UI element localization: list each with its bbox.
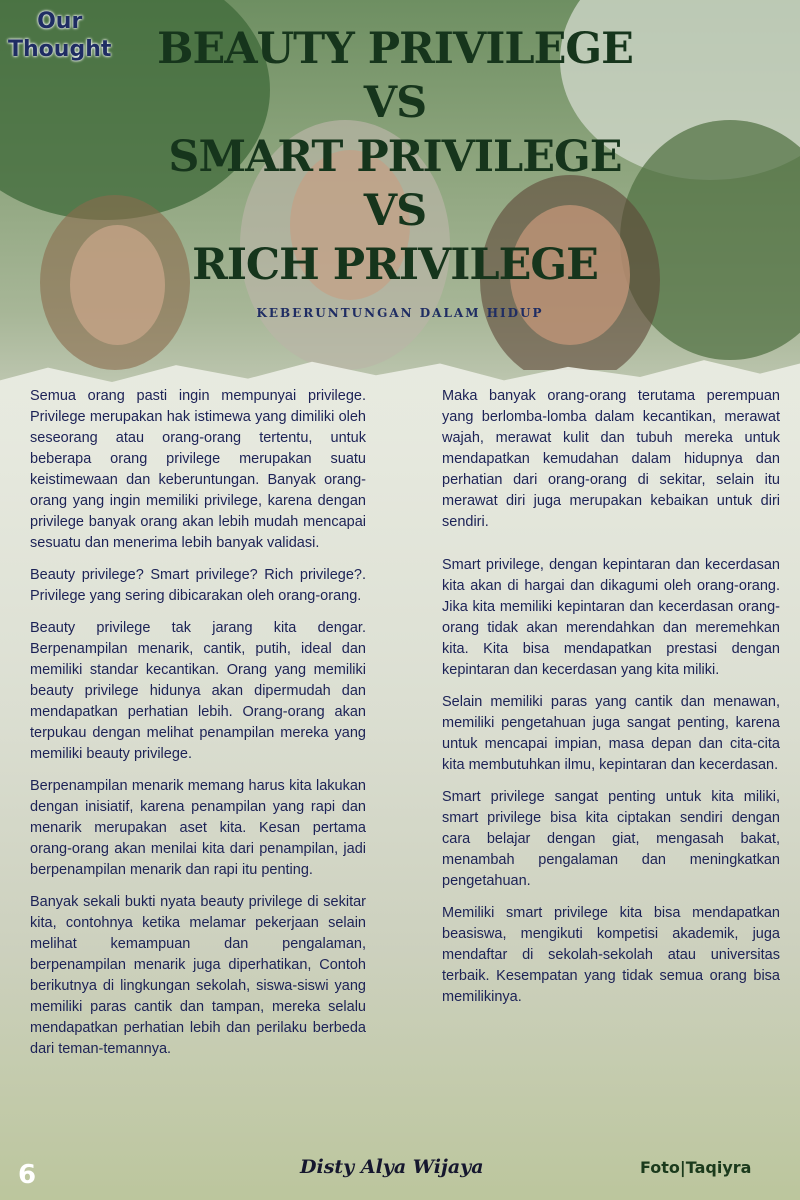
article-subtitle: KEBERUNTUNGAN DALAM HIDUP [256, 306, 544, 320]
article-title [150, 22, 640, 292]
column-tag [8, 8, 111, 64]
paragraph: Banyak sekali bukti nyata beauty privilege di sekitar kita, contohnya ketika melamar pekerjaan selain melihat kemampuan dan pengalaman, berpenampilan menarik juga diperhatikan, Contoh berikutnya di lingkungan sekolah, siswa-siswi yang memiliki paras cantik dan tampan, mereka selalu mendapatkan perhatian lebih dan perilaku berbeda dari teman-temannya. [30, 894, 366, 1057]
photo-credit: Foto|Taqiyra [640, 1158, 752, 1177]
paragraph: Beauty privilege? Smart privilege? Rich privilege?. Privilege yang sering dibicarakan oleh orang-orang. [30, 567, 366, 604]
paragraph: Smart privilege, dengan kepintaran dan kecerdasan kita akan di hargai dan dikagumi oleh orang-orang. Jika kita memiliki kepintaran dan kecerdasan orang-orang tidak akan merendahkan dan meremehkan kita. Kita bisa mendapatkan prestasi dengan kepintaran dan kecerdasan yang kita miliki. [442, 557, 780, 678]
paragraph: Beauty privilege tak jarang kita dengar. Berpenampilan menarik, cantik, putih, ideal dan memiliki standar kecantikan. Orang yang memiliki beauty privilege hidunya akan dipermudah dan mendapatkan perhatian lebih. Orang-orang akan terpukau dengan melihat penampilan mereka yang memiliki beauty privilege. [30, 620, 366, 762]
author-name: Disty Alya Wijaya [300, 1156, 484, 1178]
title-line: VS [363, 78, 427, 128]
paragraph: Memiliki smart privilege kita bisa mendapatkan beasiswa, mengikuti kompetisi akademik, juga mendaftar di sekolah-sekolah atau universitas terbaik. Kesempatan yang tidak semua orang bisa memilikinya. [442, 905, 780, 1005]
paragraph: Smart privilege sangat penting untuk kita miliki, smart privilege bisa kita ciptakan sendiri dengan cara belajar dengan giat, mengasah bakat, menambah pengalaman dan meningkatkan pengetahuan. [442, 789, 780, 889]
left-column [30, 386, 366, 1071]
column-tag-line2: Thought [8, 37, 112, 62]
paragraph: Selain memiliki paras yang cantik dan menawan, memiliki pengetahuan juga sangat penting, karena untuk mencapai impian, masa depan dan cita-cita kita membutuhkan ilmu, kepintaran dan kecerdasan. [442, 694, 780, 773]
paragraph: Semua orang pasti ingin mempunyai privilege. Privilege merupakan hak istimewa yang dimiliki oleh seseorang atau orang-orang tertentu, untuk beberapa orang privilege merupakan suatu keistimewaan dan keberuntungan. Banyak orang-orang yang ingin memiliki privilege, karena dengan privilege banyak orang akan lebih mudah mencapai sesuatu dan menerima lebih banyak validasi. [30, 388, 366, 551]
title-line: RICH PRIVILEGE [192, 240, 598, 290]
title-line: SMART PRIVILEGE [168, 132, 622, 182]
column-tag-line1: Our [37, 9, 83, 34]
right-column [442, 386, 780, 1019]
page-number: 6 [18, 1160, 37, 1190]
paragraph: Maka banyak orang-orang terutama perempuan yang berlomba-lomba dalam kecantikan, merawat wajah, merawat kulit dan tubuh mereka untuk mendapatkan kemudahan dalam hidupnya dan perhatian dari orang-orang di sekitar, selain itu merawat diri juga merupakan kebaikan untuk diri sendiri. [442, 388, 780, 530]
title-line: BEAUTY PRIVILEGE [157, 24, 633, 74]
paragraph: Berpenampilan menarik memang harus kita lakukan dengan inisiatif, karena penampilan yang rapi dan menarik merupakan aset kita. Kesan pertama orang-orang akan menilai kita dari penampilan, jadi berpenampilan menarik dan rapi itu penting. [30, 778, 366, 878]
title-line: VS [363, 186, 427, 236]
